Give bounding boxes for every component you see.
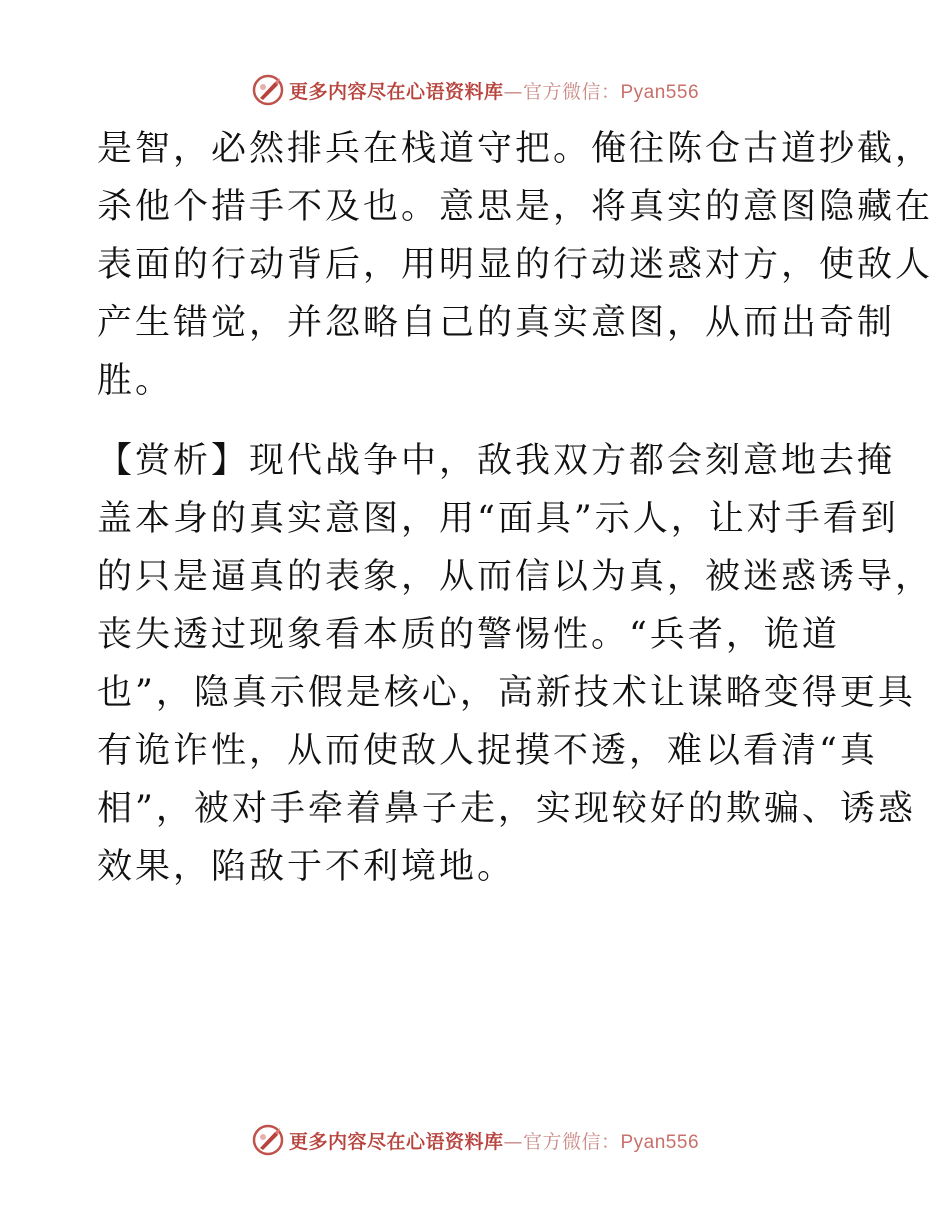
paragraph-2-line: 也”，隐真示假是核心，高新技术让谋略变得更具 (97, 673, 916, 713)
paragraph-1-line: 是智，必然排兵在栈道守把。俺往陈仓古道抄截， (97, 129, 934, 169)
paragraph-2-line: 丧失透过现象看本质的警惕性。“兵者，诡道 (97, 615, 840, 655)
paragraph-2-line: 【赏析】现代战争中，敌我双方都会刻意地去掩 (97, 441, 896, 481)
watermark-text (289, 77, 699, 104)
paragraph-2-line: 盖本身的真实意图，用“面具”示人，让对手看到 (97, 499, 899, 539)
footer-watermark (0, 1120, 950, 1160)
paragraph-2-line: 相”，被对手牵着鼻子走，实现较好的欺骗、诱惑 (97, 789, 916, 829)
header-watermark (0, 70, 950, 110)
watermark-text (289, 1127, 699, 1154)
watermark-dash: — (503, 80, 523, 103)
paragraph-2-line: 有诡诈性，从而使敌人捉摸不透，难以看清“真 (97, 731, 878, 771)
watermark-official: 官方微信： (522, 1130, 621, 1153)
watermark-dash: — (503, 1130, 523, 1153)
paragraph-2-line: 的只是逼真的表象，从而信以为真，被迷惑诱导， (97, 557, 934, 597)
quill-pen-logo-icon (251, 1123, 285, 1157)
paragraph-2-line: 效果，陷敌于不利境地。 (97, 847, 516, 887)
paragraph-1 (97, 120, 934, 410)
paragraph-1-line: 表面的行动背后，用明显的行动迷惑对方，使敌人 (97, 245, 934, 285)
paragraph-2-appreciation (97, 432, 934, 896)
watermark-brand: 更多内容尽在心语资料库 (288, 1130, 504, 1153)
watermark-official: 官方微信： (522, 80, 621, 103)
quill-pen-logo-icon (251, 73, 285, 107)
paragraph-1-line: 杀他个措手不及也。意思是，将真实的意图隐藏在 (97, 187, 934, 227)
paragraph-spacer (97, 410, 857, 432)
paragraph-1-line: 胜。 (97, 361, 174, 401)
watermark-wechat-id: Pyan556 (620, 81, 700, 103)
document-body (97, 120, 934, 896)
watermark-wechat-id: Pyan556 (620, 1131, 700, 1153)
paragraph-1-line: 产生错觉，并忽略自己的真实意图，从而出奇制 (97, 303, 896, 343)
watermark-brand: 更多内容尽在心语资料库 (288, 80, 504, 103)
